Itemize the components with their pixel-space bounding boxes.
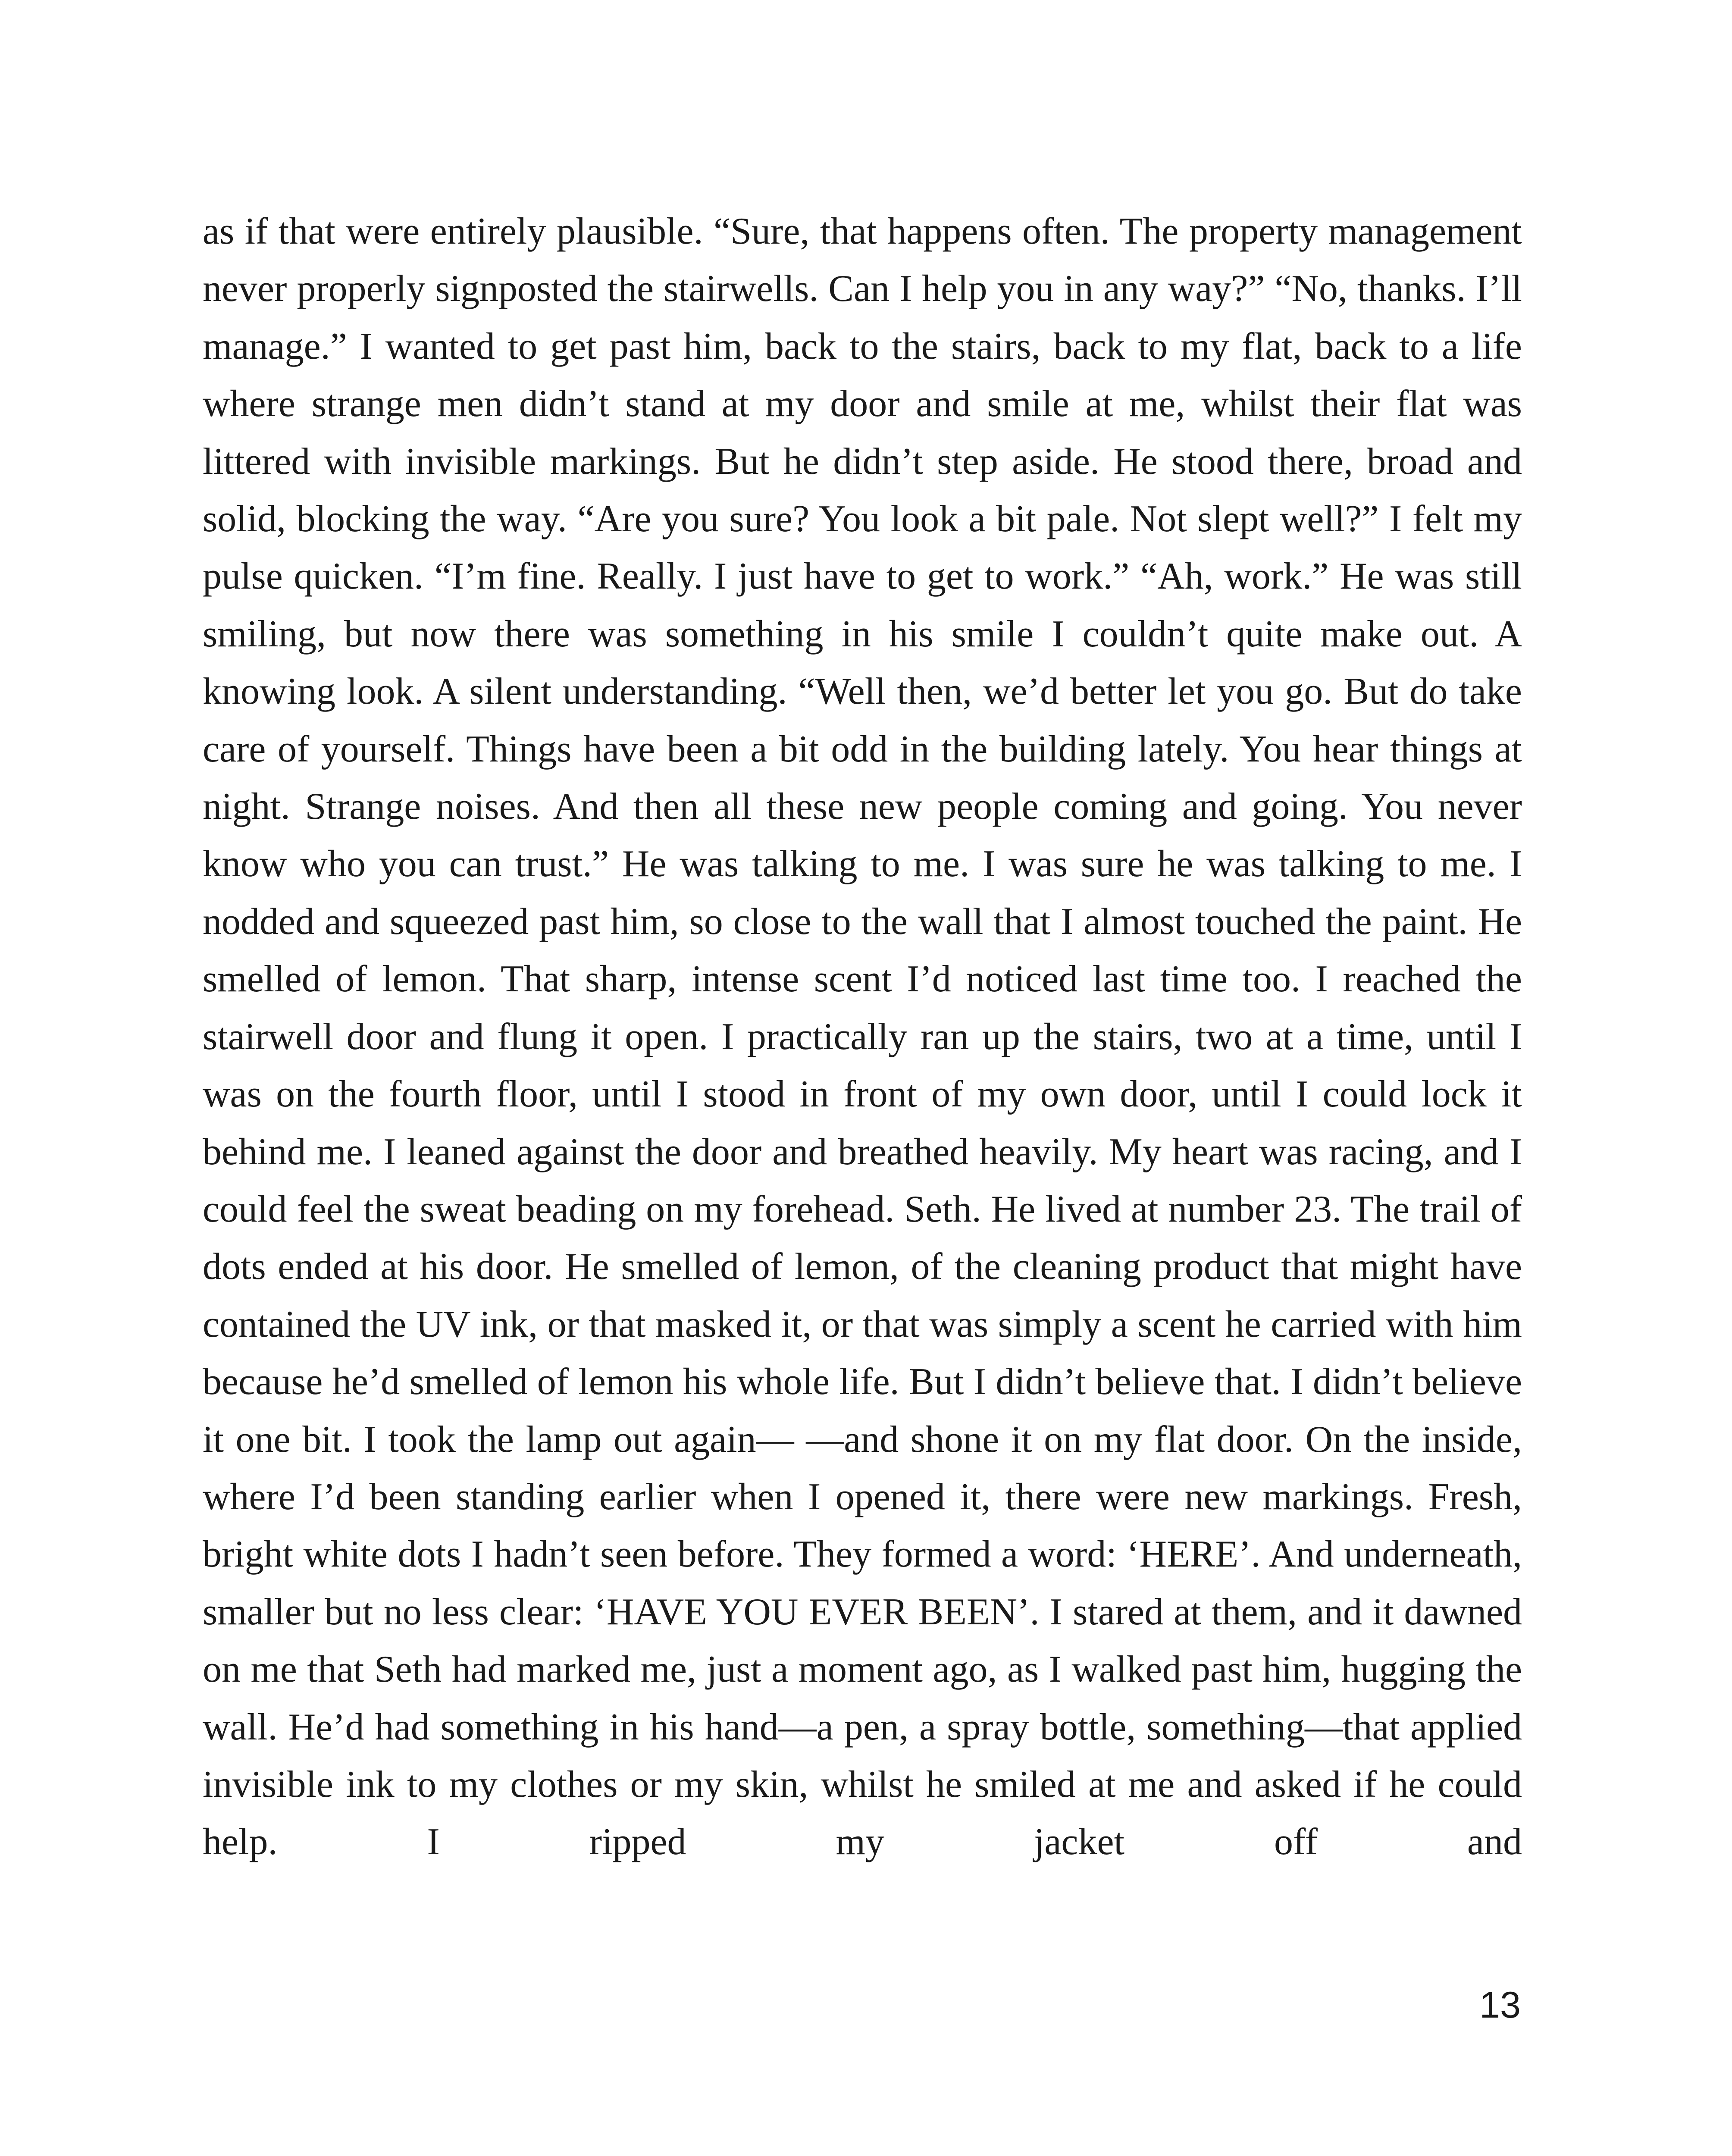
page-number: 13: [1479, 1984, 1521, 2026]
body-paragraph: as if that were entirely plausible. “Sure, that happens often. The property management never properly signposted the stairwells. Can I help you in any way?” “No, thanks. I’ll manage.” I wanted to get past him, back to the stairs, back to my flat, back to a life where strange men didn’t stand at my door and smile at me, whilst their flat was littered with invisible markings. But he didn’t step aside. He stood there, broad and solid, blocking the way. “Are you sure? You look a bit pale. Not slept well?” I felt my pulse quicken. “I’m fine. Really. I just have to get to work.” “Ah, work.” He was still smiling, but now there was something in his smile I couldn’t quite make out. A knowing look. A silent understanding. “Well then, we’d better let you go. But do take care of yourself. Things have been a bit odd in the building lately. You hear things at night. Strange noises. And then all these new people coming and going. You never know who you can trust.” He was talking to me. I was sure he was talking to me. I nodded and squeezed past him, so close to the wall that I almost touched the paint. He smelled of lemon. That sharp, intense scent I’d noticed last time too. I reached the stairwell door and flung it open. I practically ran up the stairs, two at a time, until I was on the fourth floor, until I stood in front of my own door, until I could lock it behind me. I leaned against the door and breathed heavily. My heart was racing, and I could feel the sweat beading on my forehead. Seth. He lived at number 23. The trail of dots ended at his door. He smelled of lemon, of the cleaning product that might have contained the UV ink, or that masked it, or that was simply a scent he carried with him because he’d smelled of lemon his whole life. But I didn’t believe that. I didn’t believe it one bit. I took the lamp out again— —and shone it on my flat door. On the inside, where I’d been standing earlier when I opened it, there were new markings. Fresh, bright white dots I hadn’t seen before. They formed a word: ‘HERE’. And underneath, smaller but no less clear: ‘HAVE YOU EVER BEEN’. I stared at them, and it dawned on me that Seth had marked me, just a moment ago, as I walked past him, hugging the wall. He’d had something in his hand—a pen, a spray bottle, something—that applied invisible ink to my clothes or my skin, whilst he smiled at me and asked if he could help. I ripped my jacket off and: [203, 210, 1522, 1863]
